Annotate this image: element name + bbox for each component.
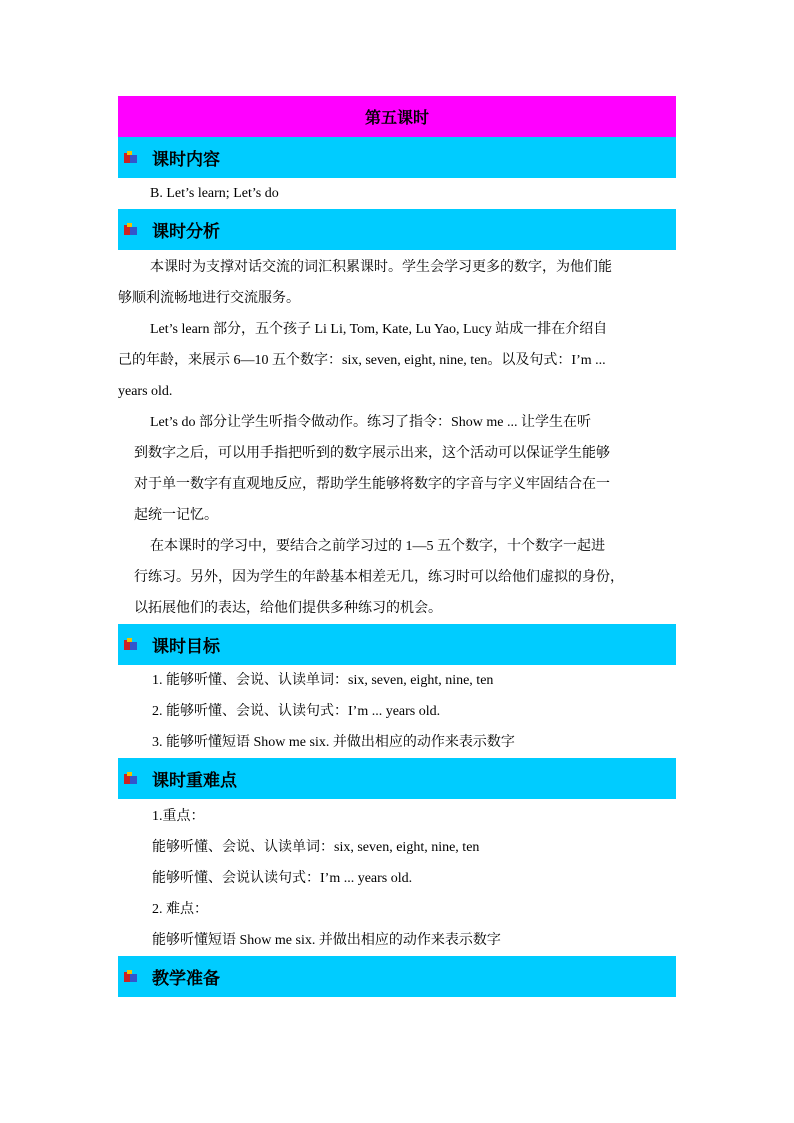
paragraph-line: 以拓展他们的表达，给他们提供多种练习的机会。 bbox=[134, 601, 442, 616]
lesson-title-text: 第五课时 bbox=[364, 110, 429, 127]
section-heading: 课时内容 bbox=[152, 150, 220, 169]
paragraph-line: 起统一记忆。 bbox=[134, 508, 218, 523]
paragraph-line: 够顺利流畅地进行交流服务。 bbox=[118, 291, 300, 306]
section-heading: 课时分析 bbox=[152, 222, 220, 241]
lesson-document bbox=[118, 96, 676, 997]
goals-list bbox=[118, 665, 676, 758]
key-line: 能够听懂、会说、认读单词：six, seven, eight, nine, ten bbox=[152, 840, 480, 855]
paragraph-line: 行练习。另外，因为学生的年龄基本相差无几，练习时可以给他们虚拟的身份， bbox=[134, 570, 624, 585]
section-header-analysis bbox=[118, 209, 676, 250]
key-line: 1.重点： bbox=[152, 809, 205, 824]
section-header-key-points bbox=[118, 758, 676, 799]
books-icon bbox=[124, 223, 138, 237]
books-icon bbox=[124, 970, 138, 984]
goal-item: 1. 能够听懂、会说、认读单词：six, seven, eight, nine, ten bbox=[152, 673, 494, 688]
paragraph-line: 对于单一数字有直观地反应，帮助学生能够将数字的字音与字义牢固结合在一 bbox=[134, 477, 610, 492]
section-header-preparation bbox=[118, 956, 676, 997]
paragraph-line: 到数字之后，可以用手指把听到的数字展示出来，这个活动可以保证学生能够 bbox=[134, 446, 610, 461]
section-heading: 课时目标 bbox=[152, 637, 220, 656]
analysis-body bbox=[118, 250, 676, 624]
section-heading: 教学准备 bbox=[152, 969, 220, 988]
goal-item: 3. 能够听懂短语 Show me six. 并做出相应的动作来表示数字 bbox=[152, 735, 515, 750]
key-points-body bbox=[118, 799, 676, 956]
section-heading: 课时重难点 bbox=[152, 771, 237, 790]
paragraph-line: 在本课时的学习中，要结合之前学习过的 1—5 五个数字，十个数字一起进 bbox=[150, 539, 605, 554]
books-icon bbox=[124, 772, 138, 786]
goal-item: 2. 能够听懂、会说、认读句式：I’m ... years old. bbox=[152, 704, 441, 719]
paragraph-line: Let’s do 部分让学生听指令做动作。练习了指令：Show me ... 让学生在听 bbox=[150, 415, 591, 430]
paragraph-line: 己的年龄，来展示 6—10 五个数字：six, seven, eight, nine, ten。以及句式：I’m ... bbox=[118, 353, 606, 368]
paragraph-line: years old. bbox=[118, 384, 173, 399]
paragraph-line: Let’s learn 部分，五个孩子 Li Li, Tom, Kate, Lu Yao, Lucy 站成一排在介绍自 bbox=[150, 322, 608, 337]
key-line: 能够听懂、会说认读句式：I’m ... years old. bbox=[152, 871, 413, 886]
lesson-title bbox=[118, 96, 676, 137]
section-header-goals bbox=[118, 624, 676, 665]
key-line: 2. 难点： bbox=[152, 902, 208, 917]
paragraph-line: 本课时为支撑对话交流的词汇积累课时。学生会学习更多的数字，为他们能 bbox=[150, 260, 612, 275]
key-line: 能够听懂短语 Show me six. 并做出相应的动作来表示数字 bbox=[152, 933, 501, 948]
books-icon bbox=[124, 638, 138, 652]
section-header-content bbox=[118, 137, 676, 178]
content-line: B. Let’s learn; Let’s do bbox=[150, 186, 279, 201]
books-icon bbox=[124, 151, 138, 165]
